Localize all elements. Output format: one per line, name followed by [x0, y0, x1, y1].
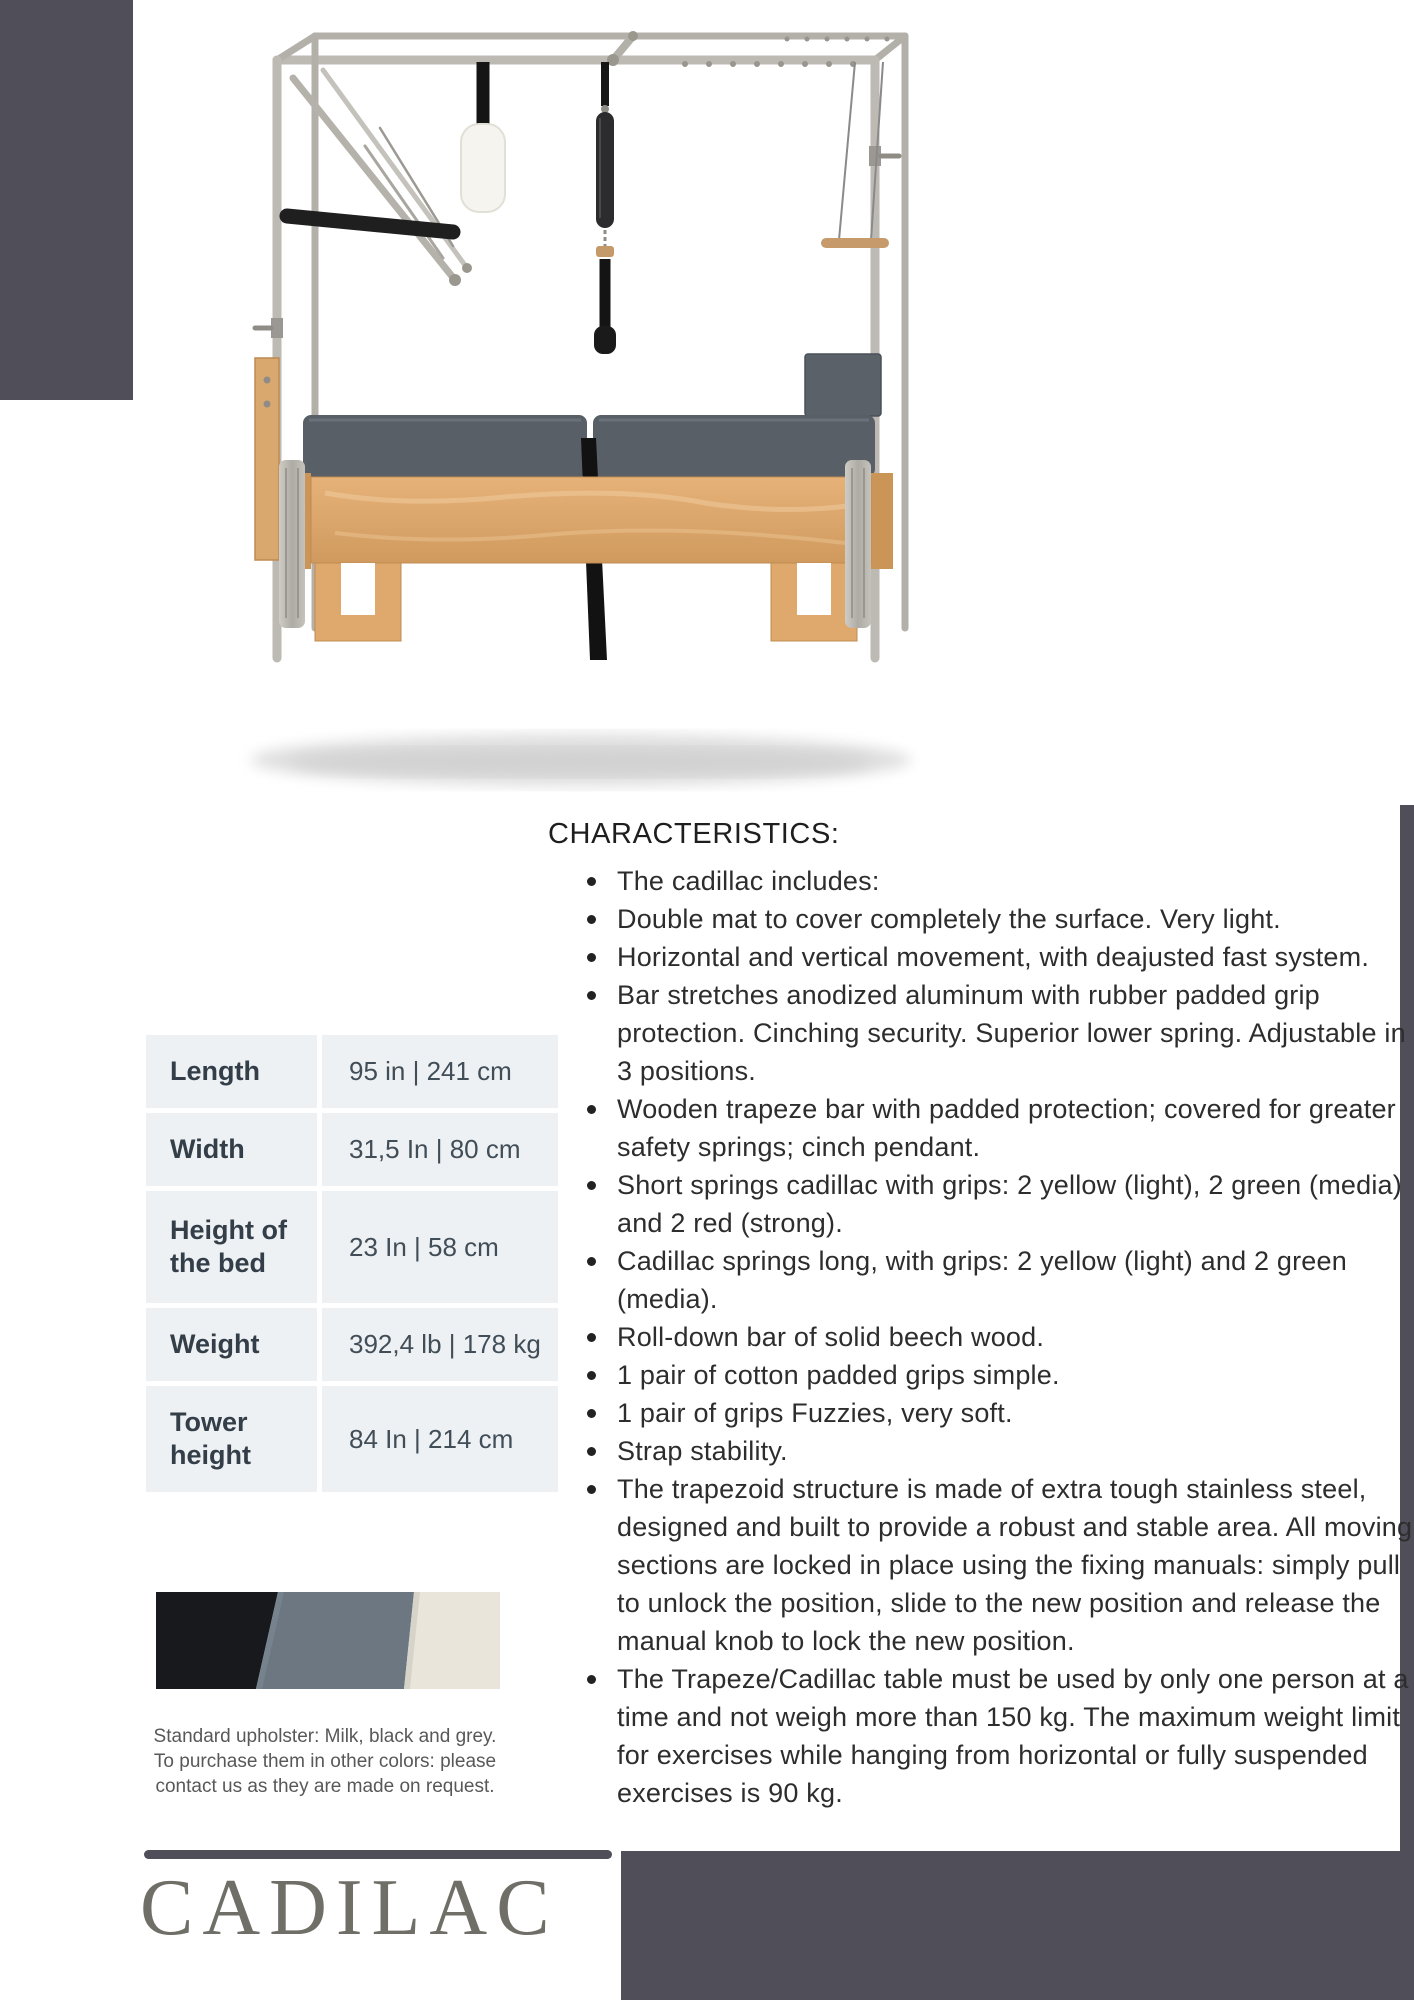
standing-pad — [805, 354, 881, 416]
list-item — [584, 1318, 1414, 1356]
spec-value: 23 In | 58 cm — [322, 1191, 558, 1303]
list-item — [584, 1394, 1414, 1432]
top-left-accent-block — [0, 0, 133, 400]
swatch-shading — [262, 1592, 420, 1689]
list-item-text: The trapezoid structure is made of extra tough stainless steel, designed and built to provide a robust and stable area. All moving sections are locked in place using the fixing manuals: simply pull to unlock the position, slide to the new position and release the manual knob to lock the new position. — [617, 1474, 1413, 1656]
list-item-text: Horizontal and vertical movement, with deajusted fast system. — [617, 942, 1370, 972]
list-item-text: 1 pair of grips Fuzzies, very soft. — [617, 1398, 1013, 1428]
product-photo — [215, 18, 930, 808]
list-item — [584, 1470, 1414, 1660]
list-item — [584, 1356, 1414, 1394]
table-row — [146, 1308, 558, 1381]
spec-value: 95 in | 241 cm — [322, 1035, 558, 1108]
divider-bar — [144, 1850, 612, 1859]
spec-table — [146, 1035, 558, 1497]
list-item-text: Roll-down bar of solid beech wood. — [617, 1322, 1045, 1352]
list-item — [584, 1090, 1414, 1166]
cadillac-illustration — [215, 18, 930, 808]
list-item — [584, 938, 1414, 976]
list-item — [584, 1660, 1414, 1812]
characteristics-heading: CHARACTERISTICS: — [548, 818, 840, 850]
caption-line: contact us as they are made on request. — [155, 1776, 495, 1797]
list-item — [584, 1166, 1414, 1242]
hanging-roll-bar — [594, 62, 616, 354]
list-item — [584, 1432, 1414, 1470]
caption-line: Standard upholster: Milk, black and grey. — [153, 1726, 497, 1747]
spec-value: 31,5 In | 80 cm — [322, 1113, 558, 1186]
characteristics-list — [548, 862, 1414, 1812]
list-item — [584, 976, 1414, 1090]
list-item-text: Double mat to cover completely the surface. Very light. — [617, 904, 1281, 934]
list-item — [584, 862, 1414, 900]
spec-label: Tower height — [146, 1386, 317, 1492]
table-row — [146, 1035, 558, 1108]
upholstery-swatch-image — [156, 1592, 500, 1689]
list-item-text: 1 pair of cotton padded grips simple. — [617, 1360, 1060, 1390]
spec-label: Height of the bed — [146, 1191, 317, 1303]
list-item-text: The Trapeze/Cadillac table must be used by only one person at a time and not weigh more than 150 kg. The maximum weight limit for exercises while hanging from horizontal or fully suspended exercises is 90 kg. — [617, 1664, 1409, 1808]
list-item-text: Cadillac springs long, with grips: 2 yellow (light) and 2 green (media). — [617, 1246, 1347, 1314]
spec-value: 84 In | 214 cm — [322, 1386, 558, 1492]
list-item-text: The cadillac includes: — [617, 866, 880, 896]
spec-label: Weight — [146, 1308, 317, 1381]
list-item-text: Wooden trapeze bar with padded protection; covered for greater safety springs; cinch pendant. — [617, 1094, 1396, 1162]
list-item — [584, 900, 1414, 938]
table-row — [146, 1386, 558, 1492]
list-item-text: Strap stability. — [617, 1436, 788, 1466]
list-item-text: Short springs cadillac with grips: 2 yellow (light), 2 green (media) and 2 red (strong). — [617, 1170, 1402, 1238]
bottom-right-accent-block — [621, 1851, 1414, 2000]
hanging-fuzzy-grip — [461, 62, 505, 212]
page-title: CADILAC — [140, 1864, 559, 1952]
list-item-text: Bar stretches anodized aluminum with rubber padded grip protection. Cinching security. Superior lower spring. Adjustable in 3 positions. — [617, 980, 1406, 1086]
caption-line: To purchase them in other colors: please — [153, 1751, 497, 1772]
upholstery-caption — [135, 1724, 515, 1799]
table-row — [146, 1191, 558, 1303]
table-row — [146, 1113, 558, 1186]
spec-value: 392,4 lb | 178 kg — [322, 1308, 558, 1381]
list-item — [584, 1242, 1414, 1318]
head-upright — [255, 358, 279, 560]
spec-label: Length — [146, 1035, 317, 1108]
spec-label: Width — [146, 1113, 317, 1186]
